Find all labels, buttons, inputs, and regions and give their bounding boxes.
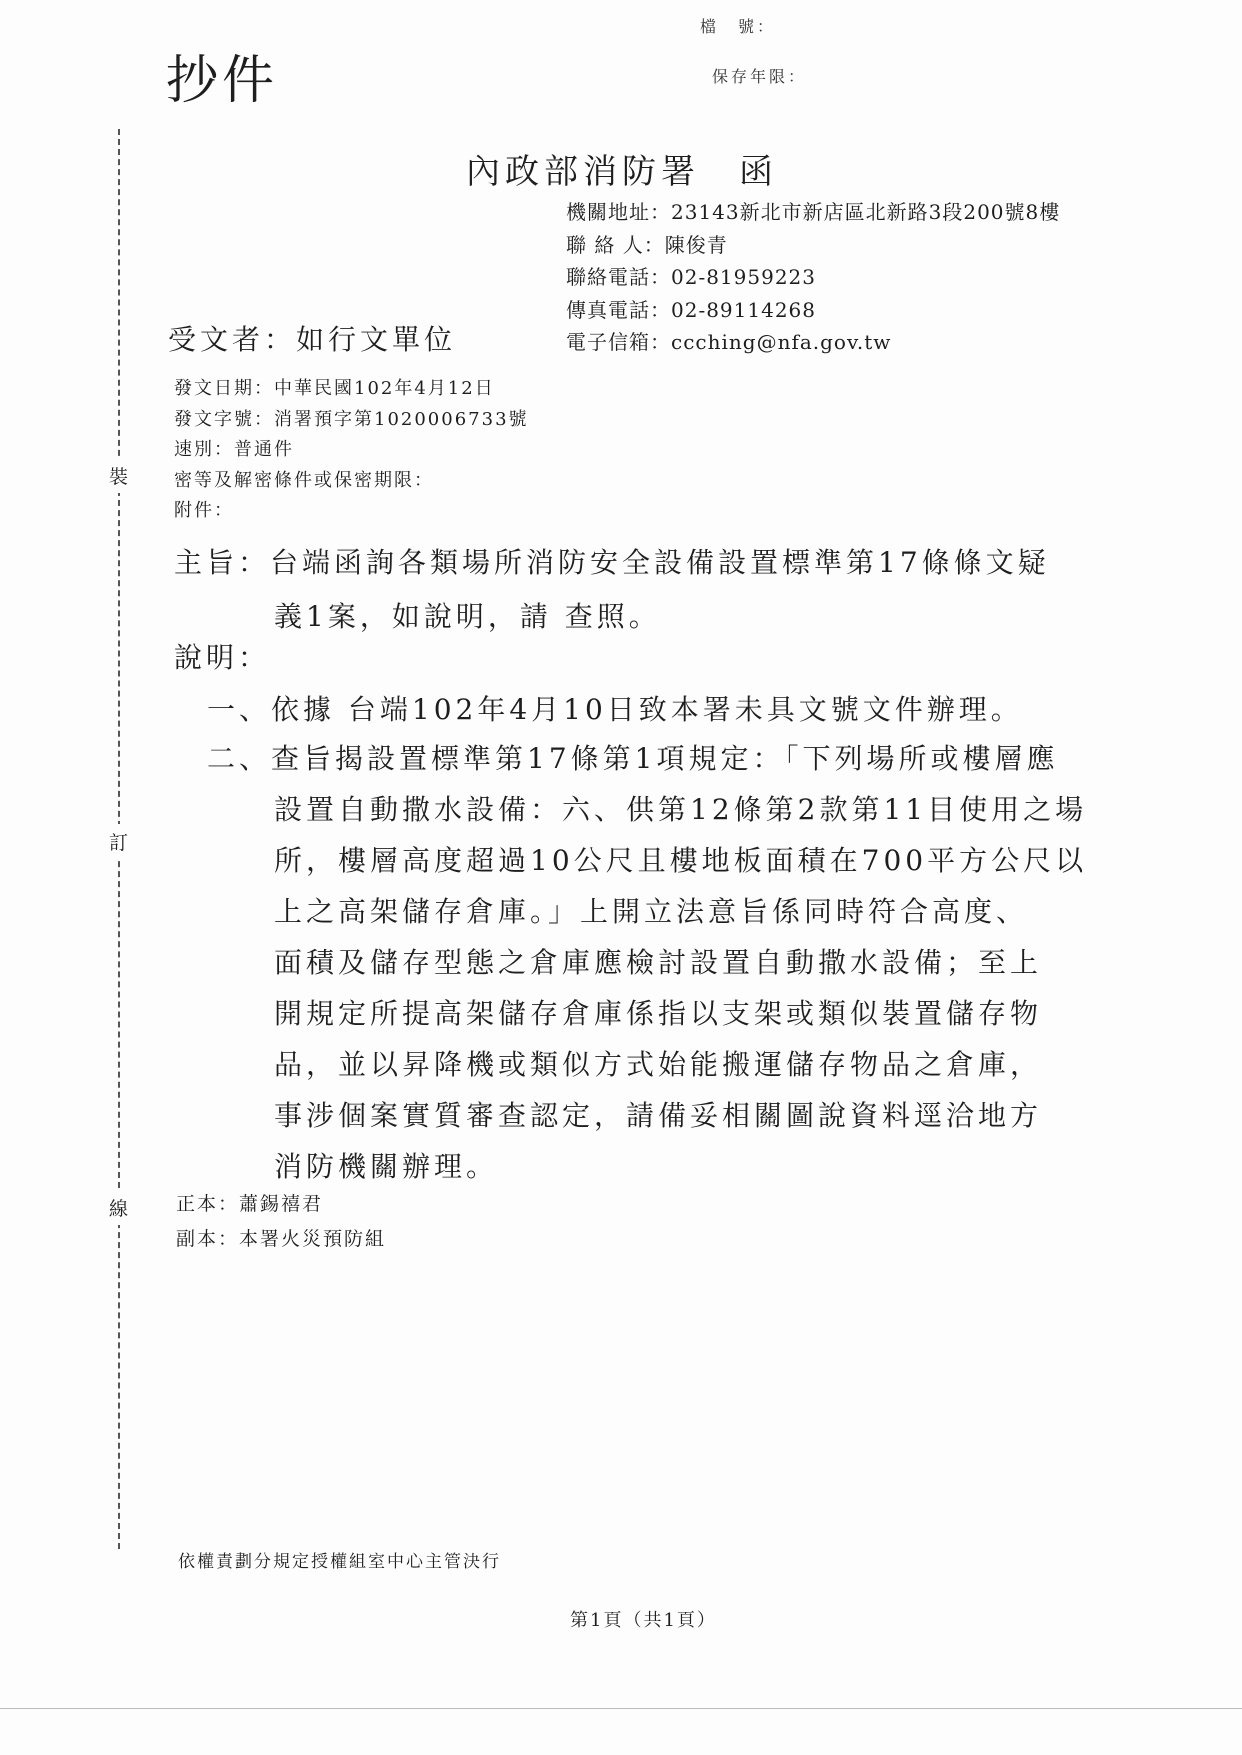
speed: 速別：普通件 [174,439,294,460]
address: 機關地址：23143新北市新店區北新路3段200號8樓 [566,200,1061,224]
item-line: 品，並以昇降機或類似方式始能搬運儲存物品之倉庫， [274,1048,1043,1081]
document-title: 內政部消防署 函 [466,152,778,192]
item-line: 上之高架儲存倉庫。」上開立法意旨係同時符合高度、 [274,895,1029,928]
item-line: 開規定所提高架儲存倉庫係指以支架或類似裝置儲存物 [274,997,1043,1030]
issue-info [174,374,529,527]
description-heading: 說明： [174,641,271,674]
contact-person: 聯 絡 人：陳俊青 [566,232,728,257]
phone: 聯絡電話：02-81959223 [566,265,817,289]
item-line: 事涉個案實質審查認定，請備妥相關圖說資料逕洽地方 [274,1099,1043,1132]
scan-edge-line [0,1708,1242,1709]
copy-stamp: 抄件 [166,51,279,111]
recipient: 受文者：如行文單位 [168,323,457,356]
contact-block [566,196,1060,359]
item-line: 消防機關辦理。 [274,1150,499,1183]
item-line: 一、依據 台端102年4月10日致本署未具文號文件辦理。 [207,693,1023,726]
issue-date: 發文日期：中華民國102年4月12日 [174,378,495,399]
issue-number: 發文字號：消署預字第1020006733號 [174,408,529,430]
item-line: 面積及儲存型態之倉庫應檢討設置自動撒水設備；至上 [274,946,1043,979]
binding-mark: 裝 [109,458,128,493]
subject-line: 義1案，如說明，請 查照。 [274,600,661,633]
page-number: 第1頁（共1頁） [570,1610,717,1631]
binding-mark: 訂 [109,824,128,859]
email: 電子信箱：ccching@nfa.gov.tw [566,330,892,354]
item-line: 所，樓層高度超過10公尺且樓地板面積在700平方公尺以 [274,844,1088,877]
subject [174,536,1050,644]
classification: 密等及解密條件或保密期限： [174,469,434,491]
description-item-1 [207,684,1023,735]
authorization-note: 依權責劃分規定授權組室中心主管決行 [178,1552,501,1572]
distribution [176,1187,386,1257]
copy-recipient: 副本：本署火災預防組 [176,1228,387,1250]
attachments: 附件： [174,500,234,521]
description-item-2 [207,733,1087,1192]
retention-period: 保存年限： [712,67,808,86]
original-recipient: 正本：蕭錫禧君 [176,1193,324,1215]
fax: 傳真電話：02-89114268 [566,297,817,322]
item-line: 設置自動撒水設備：六、供第12條第2款第11目使用之場 [274,793,1088,826]
file-number: 檔 號： [700,17,777,36]
item-line: 二、查旨揭設置標準第17條第1項規定：「下列場所或樓層應 [207,742,1059,775]
binding-mark: 線 [109,1190,128,1225]
subject-line: 主旨：台端函詢各類場所消防安全設備設置標準第17條條文疑 [174,546,1050,579]
